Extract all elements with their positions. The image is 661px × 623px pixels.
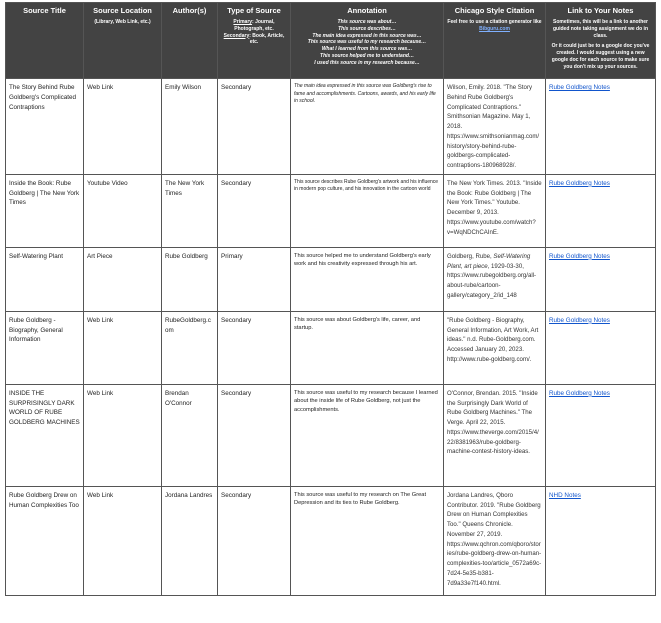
- notes-link[interactable]: Rube Goldberg Notes: [549, 84, 610, 91]
- header-source-location: Source Location (Library, Web Link, etc.): [84, 3, 162, 79]
- primary-hint: Primary: Journal, Photograph, etc.: [233, 19, 275, 32]
- header-row: [6, 3, 656, 79]
- header-source-title: Source Title: [6, 3, 84, 79]
- cell-location: Art Piece: [84, 247, 162, 311]
- cell-type: Secondary: [218, 486, 291, 595]
- secondary-hint: Secondary: Book, Article, etc.: [223, 32, 285, 46]
- cell-notes: [546, 486, 656, 595]
- cell-annotation: This source was useful to my research because I learned about the inside life of Rube Goldberg, not just the accomplishments.: [291, 384, 444, 486]
- header-annotation: Annotation This source was about… This source describes… The main idea expressed in this source was… This source was useful to my research because… What I learned from this source was… This source helped me to understand… I used this source in my research because…: [291, 3, 444, 79]
- cell-author: Jordana Landres: [162, 486, 218, 595]
- cell-author: Emily Wilson: [162, 79, 218, 175]
- cell-author: The New York Times: [162, 174, 218, 247]
- cell-citation: "Rube Goldberg - Biography, General Information, Art Work, Art ideas." n.d. Rube-Goldberg.com. Accessed January 20, 2023. http://www.rube-goldberg.com/.: [444, 311, 546, 384]
- cell-type: Secondary: [218, 174, 291, 247]
- table-row: [6, 247, 656, 311]
- cell-notes: [546, 174, 656, 247]
- cell-title: The Story Behind Rube Goldberg's Complicated Contraptions: [6, 79, 84, 175]
- cell-title: Rube Goldberg Drew on Human Complexities Too: [6, 486, 84, 595]
- notes-link[interactable]: NHD Notes: [549, 491, 581, 499]
- cell-type: Secondary: [218, 311, 291, 384]
- table-row: [6, 486, 656, 595]
- notes-link[interactable]: Rube Goldberg Notes: [549, 389, 610, 397]
- cell-location: Web Link: [84, 486, 162, 595]
- cell-title: INSIDE THE SURPRISINGLY DARK WORLD OF RUBE GOLDBERG MACHINES: [6, 384, 84, 486]
- table-row: [6, 384, 656, 486]
- cell-annotation: This source describes Rube Goldberg's artwork and his influence in modern pop culture, and his innovation in the cartoon world: [291, 174, 444, 247]
- cell-notes: [546, 384, 656, 486]
- header-type-of-source: Type of Source Primary: Journal, Photograph, etc. Secondary: Book, Article, etc.: [218, 3, 291, 79]
- table-row: [6, 79, 656, 175]
- cell-location: Web Link: [84, 384, 162, 486]
- cell-notes: [546, 247, 656, 311]
- research-table-container: [5, 2, 655, 596]
- cell-citation: Wilson, Emily. 2018. "The Story Behind Rube Goldberg's Complicated Contraptions." Smithsonian Magazine. May 1, 2018. https://www.smithsonianmag.com/history/story-behind-rube-goldbergs-complicated-contraptions-180968928/.: [444, 79, 546, 175]
- source-annotation-table: [5, 2, 656, 596]
- cell-title: Self-Watering Plant: [6, 247, 84, 311]
- cell-notes: [546, 79, 656, 175]
- cell-annotation: This source was useful to my research on The Great Depression and its ties to Rube Goldberg.: [291, 486, 444, 595]
- cell-type: Primary: [218, 247, 291, 311]
- cell-type: Secondary: [218, 79, 291, 175]
- table-row: [6, 311, 656, 384]
- cell-author: Brendan O'Connor: [162, 384, 218, 486]
- cell-citation: Goldberg, Rube, Self-Watering Plant, art piece, 1929-03-30, https://www.rubegoldberg.org/all-about-rube/cartoon-gallery/category_2/id_148: [444, 247, 546, 311]
- header-authors: Author(s): [162, 3, 218, 79]
- cell-location: Web Link: [84, 79, 162, 175]
- notes-link[interactable]: Rube Goldberg Notes: [549, 179, 610, 187]
- notes-link[interactable]: Rube Goldberg Notes: [549, 316, 610, 324]
- cell-citation: Jordana Landres, Qboro Contributor. 2019. "Rube Goldberg Drew on Human Complexities Too." Queens Chronicle. November 27, 2019. https://www.qchron.com/qboro/stories/rube-goldberg-drew-on-human-complexities-too/article_0572a69c-7d24-5e35-b381-7d9a33e7f140.html.: [444, 486, 546, 595]
- bibguru-link[interactable]: Bibguru.com: [479, 25, 510, 32]
- cell-annotation: This source helped me to understand Goldberg's early work and his creativity expressed through his art.: [291, 247, 444, 311]
- cell-title: Rube Goldberg - Biography, General Information: [6, 311, 84, 384]
- cell-type: Secondary: [218, 384, 291, 486]
- header-notes-link: Link to Your Notes Sometimes, this will be a link to another guided note taking assignment we do in class. Or it could just be to a google doc you've created. I would suggest using a new google doc for each source to make sure you don't mix up your sources.: [546, 3, 656, 79]
- notes-link[interactable]: Rube Goldberg Notes: [549, 252, 610, 260]
- cell-annotation: The main idea expressed in this source was Goldberg's rise to fame and accomplishments. Cartoons, awards, and his early life in school.: [291, 79, 444, 175]
- header-chicago-citation: Chicago Style Citation Feel free to use a citation generator like Bibguru.com: [444, 3, 546, 79]
- cell-title: Inside the Book: Rube Goldberg | The New York Times: [6, 174, 84, 247]
- cell-citation: The New York Times. 2013. "Inside the Book: Rube Goldberg | The New York Times." Youtube. December 9, 2013. https://www.youtube.com/watch?v=WqNDChCAInE.: [444, 174, 546, 247]
- cell-location: Youtube Video: [84, 174, 162, 247]
- cell-annotation: This source was about Goldberg's life, career, and startup.: [291, 311, 444, 384]
- table-row: [6, 174, 656, 247]
- cell-notes: [546, 311, 656, 384]
- cell-citation: O'Connor, Brendan. 2015. "Inside the Surprisingly Dark World of Rube Goldberg Machines." The Verge. April 22, 2015. https://www.theverge.com/2015/4/22/8381963/rube-goldberg-machine-contest-history-ideas.: [444, 384, 546, 486]
- cell-author: Rube Goldberg: [162, 247, 218, 311]
- cell-author: RubeGoldberg.com: [162, 311, 218, 384]
- cell-location: Web Link: [84, 311, 162, 384]
